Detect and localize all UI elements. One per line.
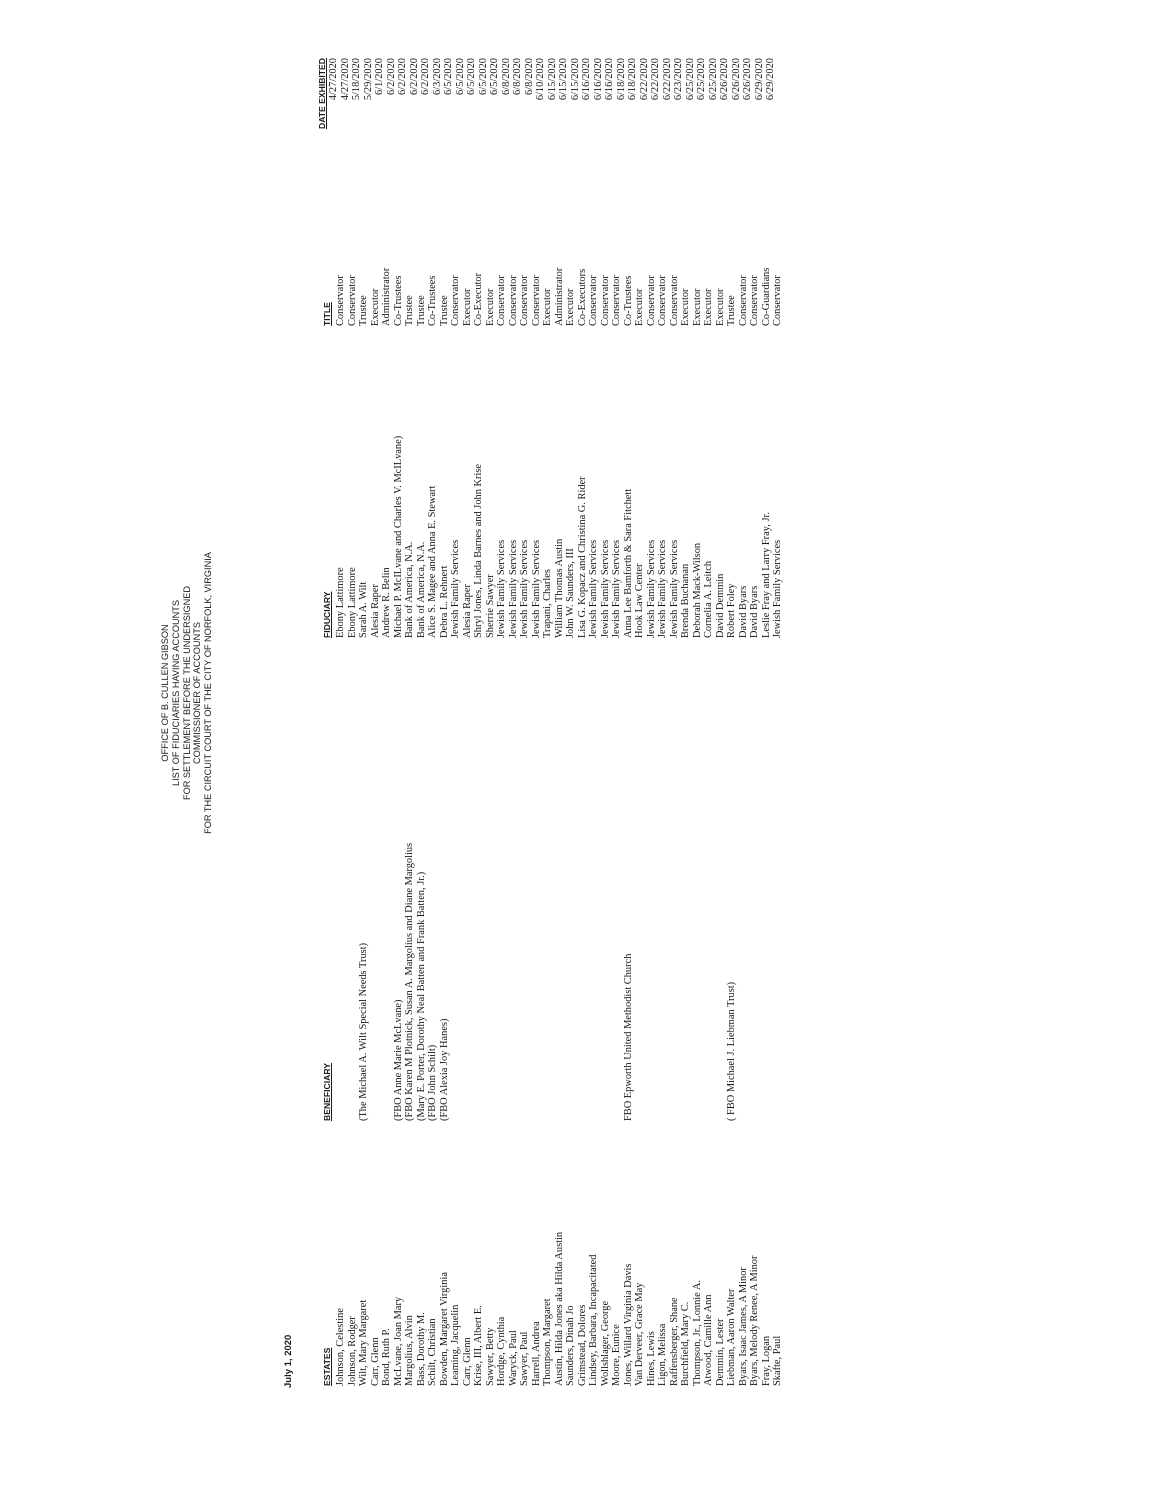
fiduciary-cell: Leslie Fray and Larry Fray, Jr. (760, 512, 772, 638)
date-cell: 6/16/2020 (592, 58, 604, 101)
date-cell: 6/5/2020 (454, 58, 466, 95)
beneficiary-cell: (FBO John Schilt) (427, 1044, 438, 1121)
estate-cell: Margolius, Alvin (404, 1315, 415, 1386)
beneficiary-cell (646, 701, 658, 1121)
beneficiary-cell: (FBO Alexia Joy Hanes) (438, 1018, 450, 1121)
date-cell: 4/27/2020 (328, 58, 339, 101)
title-cell: Trustee (415, 295, 427, 326)
beneficiary-cell (554, 701, 566, 1121)
estate-cell: Skafte, Paul (772, 1335, 783, 1386)
date-cell: 6/8/2020 (500, 58, 512, 95)
date-cell: 6/1/2020 (374, 58, 385, 95)
header-line: OFFICE OF B. CULLEN GIBSON (160, 624, 170, 762)
fiduciary-cell: David Byars (749, 585, 760, 638)
estate-cell: Bond, Ruth P. (381, 1328, 392, 1386)
title-cell: Conservator (335, 275, 346, 326)
estate-cell: Carr, Glenn (461, 1337, 473, 1386)
fiduciary-cell: Brenda Buchanan (680, 563, 691, 638)
fiduciary-cell: Anna Lee Bamforth & Sara Fitchett (622, 488, 634, 638)
title-cell: Executor (461, 288, 473, 326)
beneficiary-cell (577, 701, 589, 1121)
report-date: July 1, 2020 (283, 1334, 294, 1388)
date-cell: 6/5/2020 (443, 58, 454, 95)
title-column (317, 226, 784, 326)
title-cell: Executor (703, 288, 714, 326)
beneficiary-cell (715, 701, 727, 1121)
estate-cell: Johnson, Rodger (346, 1316, 358, 1386)
date-cell: 6/10/2020 (535, 58, 546, 101)
header-line: FOR THE CIRCUIT COURT OF THE CITY OF NORFOLK, VIRGINIA (203, 552, 214, 834)
fiduciary-cell: Jewish Family Services (611, 539, 622, 638)
estate-cell: Hines, Lewis (645, 1331, 657, 1386)
title-cell: Executor (542, 288, 553, 326)
date-cell: 6/5/2020 (466, 58, 477, 95)
title-cell: Co-Trustees (392, 275, 404, 326)
title-cell: Trustee (404, 295, 415, 326)
header-line: FOR SETTLEMENT BEFORE THE UNDERSIGNED (181, 585, 192, 801)
beneficiary-cell (703, 701, 715, 1121)
date-cell: 6/25/2020 (684, 58, 696, 101)
estate-cell: Austin, Hilda Jones aka Hilda Austin (553, 1231, 565, 1386)
beneficiary-cell: ( FBO Michael J. Liebman Trust) (726, 981, 737, 1121)
estate-cell: Atwood, Camille Ann (703, 1294, 714, 1386)
beneficiary-cell (680, 701, 692, 1121)
beneficiary-cell (519, 701, 531, 1121)
fiduciary-cell: Cornelia A. Leitch (703, 560, 714, 638)
beneficiary-cell: (Mary E. Porter, Dorothy Neal Batten and Frank Batten, Jr.) (415, 871, 427, 1121)
date-cell: 6/26/2020 (719, 58, 730, 101)
title-cell: Co-Trustees (622, 275, 634, 326)
date-cell: 6/15/2020 (569, 58, 581, 101)
beneficiary-cell (761, 701, 773, 1121)
beneficiary-cell (634, 701, 646, 1121)
fiduciary-header: FIDUCIARY (322, 591, 332, 638)
fiduciary-cell: Jewish Family Services (657, 539, 668, 638)
estate-cell: Van Derveer, Grace May (634, 1282, 645, 1386)
title-cell: Executor (680, 288, 691, 326)
title-cell: Conservator (772, 275, 783, 326)
estate-cell: Burchfield, Mary C. (680, 1301, 691, 1386)
beneficiary-cell (611, 701, 623, 1121)
title-cell: Co-Executors (576, 268, 588, 326)
title-cell: Conservator (668, 275, 680, 326)
title-cell: Administrator (381, 267, 392, 326)
date-exhibited-header: DATE EXHIBITED (317, 58, 327, 129)
fiduciary-cell: Jewish Family Services (519, 539, 530, 638)
estate-cell: Sawyer, Betty (484, 1327, 496, 1386)
beneficiary-cell: (The Michael A. Wilt Special Needs Trust) (358, 942, 369, 1121)
title-cell: Executor (369, 288, 381, 326)
fiduciary-cell: Jewish Family Services (599, 539, 611, 638)
title-cell: Executor (691, 288, 703, 326)
fiduciary-cell: Michael P. McILvane and Charles V. McILvane) (392, 435, 404, 638)
title-header: TITLE (322, 302, 332, 326)
title-cell: Executor (565, 288, 576, 326)
date-cell: 6/26/2020 (730, 58, 742, 101)
beneficiary-cell (462, 701, 474, 1121)
date-cell: 6/25/2020 (696, 58, 707, 101)
beneficiary-cell (531, 701, 543, 1121)
estate-cell: Fray, Logan (760, 1335, 772, 1386)
beneficiary-cell (542, 701, 554, 1121)
beneficiary-cell (600, 701, 612, 1121)
fiduciary-cell: Ebony Lattimore (346, 567, 358, 638)
estate-cell: Saunders, Dinah Jo (565, 1305, 576, 1386)
beneficiary-cell: (FBO Karen M Plotnick, Susan A. Margolius and Diane Margolius (404, 842, 415, 1121)
fiduciary-cell: David Byars (737, 585, 749, 638)
date-cell: 6/18/2020 (627, 58, 638, 101)
fiduciary-cell: David Demmin (714, 573, 726, 638)
title-cell: Conservator (496, 275, 507, 326)
estate-cell: Wollshlager, George (599, 1300, 611, 1386)
title-cell: Trustee (726, 295, 737, 326)
date-cell: 6/18/2020 (615, 58, 627, 101)
estate-cell: Schilt, Christian (427, 1318, 438, 1386)
date-exhibited-column (317, 58, 777, 168)
title-cell: Conservator (530, 275, 542, 326)
fiduciary-cell: Andrew R. Belin (381, 567, 392, 638)
beneficiary-cell (370, 701, 382, 1121)
fiduciary-cell: Jewish Family Services (668, 539, 680, 638)
fiduciary-cell: Jewish Family Services (496, 539, 507, 638)
estate-cell: Harrell, Andrea (530, 1321, 542, 1386)
beneficiary-cell (772, 701, 784, 1121)
beneficiary-cell (496, 701, 508, 1121)
beneficiary-cell (588, 701, 600, 1121)
fiduciary-cell: Jewish Family Services (772, 539, 783, 638)
date-cell: 6/23/2020 (673, 58, 684, 101)
beneficiary-cell (335, 701, 347, 1121)
fiduciary-column (317, 318, 784, 638)
beneficiary-cell (450, 701, 462, 1121)
title-cell: Conservator (737, 275, 749, 326)
title-cell: Conservator (507, 275, 519, 326)
title-cell: Trustee (438, 295, 450, 326)
date-cell: 5/29/2020 (362, 58, 374, 101)
date-cell: 6/29/2020 (765, 58, 776, 101)
estate-cell: Moore, Eunice (611, 1324, 622, 1386)
date-cell: 6/15/2020 (558, 58, 569, 101)
title-cell: Administrator (553, 267, 565, 326)
beneficiary-header: BENEFICIARY (322, 1063, 332, 1121)
header-line: COMMISSIONER OF ACCOUNTS (192, 622, 203, 764)
beneficiary-cell (669, 701, 681, 1121)
title-cell: Co-Trustees (427, 275, 438, 326)
date-cell: 6/2/2020 (408, 58, 420, 95)
fiduciary-cell: Alesia Raper (369, 584, 381, 638)
date-cell: 6/2/2020 (397, 58, 408, 95)
title-cell: Conservator (645, 275, 657, 326)
estate-cell: Demmin, Lester (714, 1318, 726, 1386)
title-cell: Conservator (450, 275, 461, 326)
estates-header: ESTATES (322, 1347, 332, 1386)
date-cell: 6/29/2020 (753, 58, 765, 101)
beneficiary-cell (738, 701, 750, 1121)
title-cell: Conservator (346, 275, 358, 326)
fiduciary-cell: Shryl Jones, Linda Barnes and John Krise (473, 463, 484, 638)
estate-cell: Byars, Isaac James, A Minor (737, 1267, 749, 1386)
date-cell: 5/18/2020 (351, 58, 362, 101)
beneficiary-cell (565, 701, 577, 1121)
date-cell: 6/22/2020 (661, 58, 673, 101)
beneficiary-cell (485, 701, 497, 1121)
date-cell: 6/8/2020 (512, 58, 523, 95)
estate-cell: Wilt, Mary Margaret (358, 1299, 369, 1386)
title-cell: Conservator (519, 275, 530, 326)
beneficiary-cell (347, 701, 359, 1121)
date-cell: 6/22/2020 (638, 58, 650, 101)
date-cell: 6/16/2020 (604, 58, 615, 101)
estate-cell: Grimstead, Dolores (576, 1304, 588, 1386)
fiduciary-cell: Bank of America, N.A. (415, 541, 427, 638)
fiduciary-cell: Hook Law Center (634, 563, 645, 638)
date-cell: 6/2/2020 (420, 58, 431, 95)
fiduciary-cell: Jewish Family Services (645, 539, 657, 638)
estate-cell: Thompson, Margaret (542, 1298, 553, 1386)
title-cell: Executor (484, 288, 496, 326)
estate-cell: McLvane, Joan Mary (392, 1296, 404, 1386)
title-cell: Conservator (657, 275, 668, 326)
fiduciary-cell: Deborah Mack-Wilson (691, 542, 703, 638)
fiduciary-cell: Bank of America, N.A. (404, 541, 415, 638)
date-cell: 4/27/2020 (339, 58, 351, 101)
title-cell: Conservator (588, 275, 599, 326)
beneficiary-cell: FBO Epworth United Methodist Church (622, 953, 634, 1121)
title-cell: Conservator (749, 275, 760, 326)
beneficiary-cell (749, 701, 761, 1121)
estate-cell: Sawyer, Paul (519, 1331, 530, 1386)
header-line: LIST OF FIDUCIARIES HAVING ACCOUNTS (170, 600, 181, 786)
estate-cell: Jones, Willard Virginia Davis (622, 1263, 634, 1386)
estate-cell: Byars, Melody Renee, A Minor (749, 1255, 760, 1386)
fiduciary-cell: Debra L. Rehnert (438, 565, 450, 638)
fiduciary-cell: William Thomas Austin (553, 538, 565, 638)
fiduciary-cell: Jewish Family Services (450, 539, 461, 638)
date-cell: 6/3/2020 (431, 58, 443, 95)
estate-cell: Bass, Dorothy M. (415, 1312, 427, 1386)
fiduciary-cell: John W. Saunders, III (565, 548, 576, 638)
fiduciary-cell: Sherrie Sawyer (484, 574, 496, 638)
date-cell: 6/25/2020 (707, 58, 719, 101)
estate-cell: Johnson, Celestine (335, 1308, 346, 1386)
estate-cell: Ligon, Melissa (657, 1323, 668, 1386)
date-cell: 6/5/2020 (477, 58, 489, 95)
beneficiary-cell (381, 701, 393, 1121)
estate-cell: Hordge, Cynthia (496, 1316, 507, 1386)
estate-cell: Raffensberger, Shane (668, 1297, 680, 1386)
date-cell: 6/15/2020 (546, 58, 558, 101)
fiduciary-cell: Jewish Family Services (507, 539, 519, 638)
document-header (160, 488, 214, 898)
title-cell: Co-Executor (473, 272, 484, 326)
date-cell: 6/22/2020 (650, 58, 661, 101)
date-cell: 6/16/2020 (581, 58, 592, 101)
beneficiary-cell (473, 701, 485, 1121)
beneficiary-cell (657, 701, 669, 1121)
fiduciary-cell: Jewish Family Services (530, 539, 542, 638)
fiduciary-cell: Sarah A. Wilt (358, 581, 369, 638)
beneficiary-cell (508, 701, 520, 1121)
date-cell: 6/8/2020 (523, 58, 535, 95)
title-cell: Co-Guardians (760, 267, 772, 326)
estate-cell: Carr, Glenn (369, 1337, 381, 1386)
date-cell: 6/2/2020 (385, 58, 397, 95)
beneficiary-cell: (FBO Anne Marie McLvane) (392, 999, 404, 1121)
estate-cell: Lindsey, Barbara, Incapacitated (588, 1254, 599, 1386)
fiduciary-cell: Trapani, Charles (542, 569, 553, 638)
estate-cell: Bowden, Margaret Virginia (438, 1272, 450, 1386)
estate-cell: Leaming, Jacquelin (450, 1304, 461, 1386)
beneficiary-column (317, 701, 784, 1121)
beneficiary-cell (692, 701, 704, 1121)
title-cell: Executor (634, 288, 645, 326)
fiduciary-cell: Robert Foley (726, 583, 737, 638)
estate-cell: Waryck, Paul (507, 1330, 519, 1386)
estate-cell: Thompson, Jr., Lonnie A. (691, 1280, 703, 1386)
date-cell: 6/5/2020 (489, 58, 500, 95)
title-cell: Trustee (358, 295, 369, 326)
fiduciary-cell: Alice S. Magee and Anna E. Stewart (427, 485, 438, 638)
estate-cell: Krise, III, Albert E. (473, 1305, 484, 1386)
fiduciary-cell: Alesia Raper (461, 584, 473, 638)
fiduciary-cell: Ebony Lattimore (335, 567, 346, 638)
estate-cell: Liebman, Aaron Walter (726, 1288, 737, 1386)
fiduciary-cell: Jewish Family Services (588, 539, 599, 638)
date-cell: 6/26/2020 (742, 58, 753, 101)
title-cell: Conservator (611, 275, 622, 326)
fiduciary-cell: Lisa G. Kopacz and Christina G. Rider (576, 476, 588, 638)
title-cell: Executor (714, 288, 726, 326)
title-cell: Conservator (599, 275, 611, 326)
